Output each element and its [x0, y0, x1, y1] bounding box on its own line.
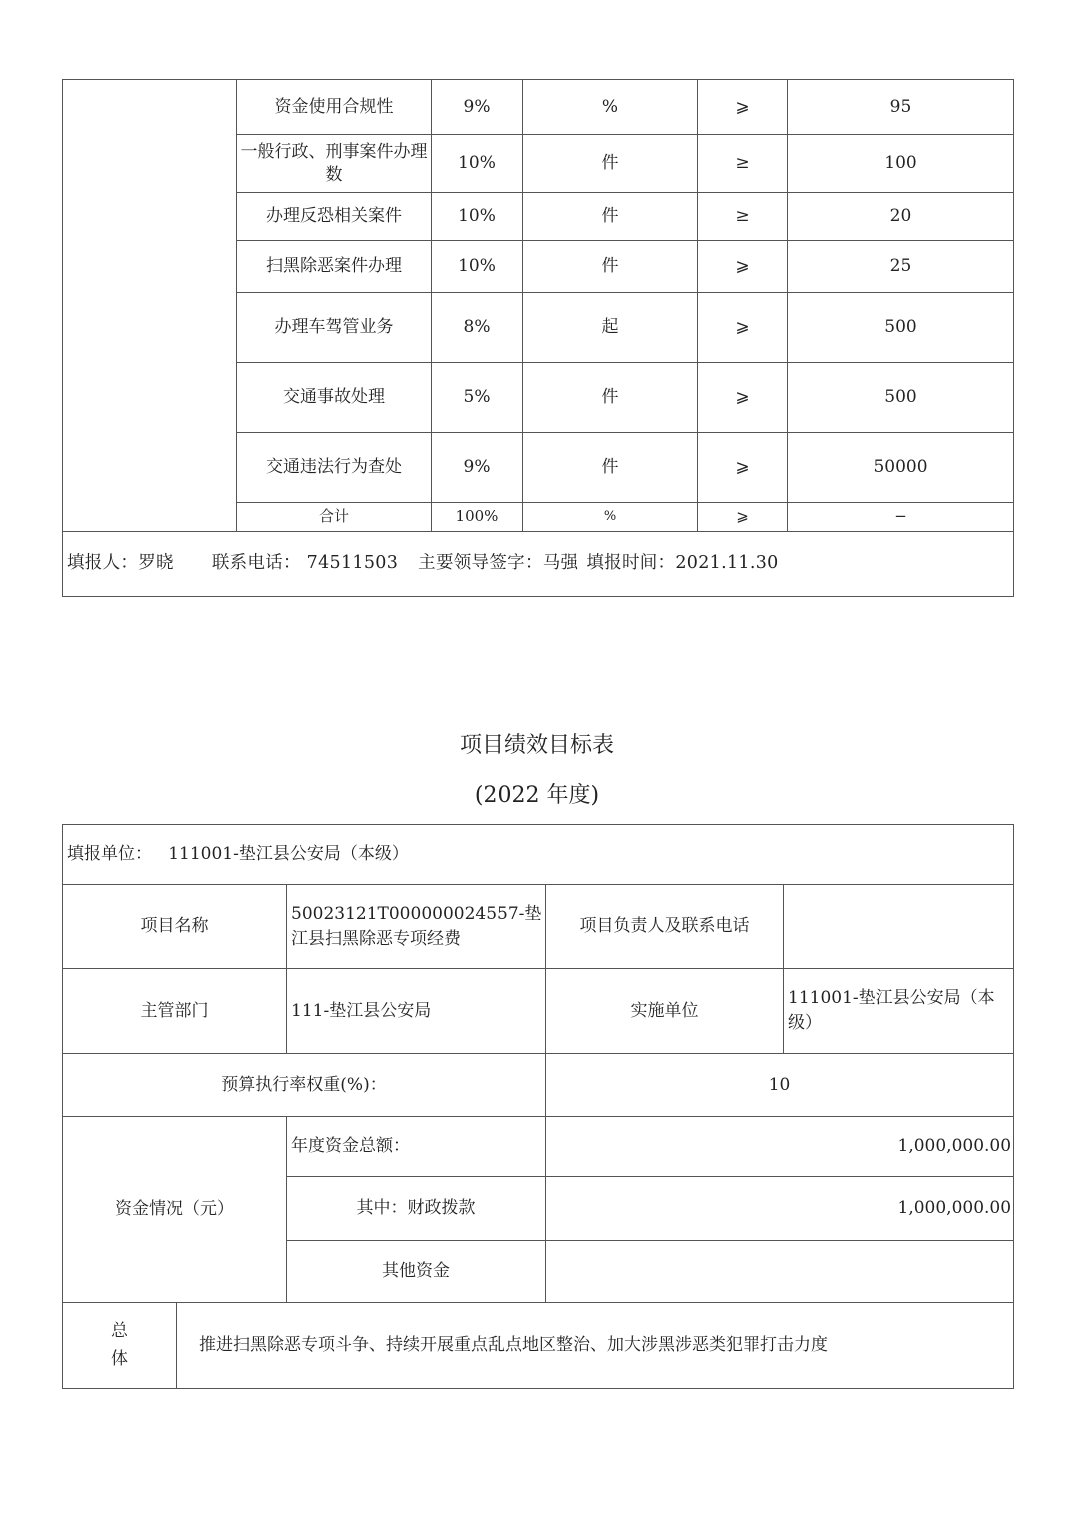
project-table [62, 824, 1014, 1389]
indicator-operator: ⩾ [698, 293, 788, 363]
indicator-weight: 9% [432, 80, 523, 135]
project-name-row [63, 885, 1014, 969]
owner-label: 项目负责人及联系电话 [546, 885, 784, 969]
indicator-name: 合计 [237, 503, 432, 532]
indicator-unit: % [523, 80, 698, 135]
project-name-value: 50023121T000000024557-垫江县扫黑除恶专项经费 [287, 885, 546, 969]
indicator-name: 一般行政、刑事案件办理数 [237, 135, 432, 193]
indicator-operator: ⩾ [698, 80, 788, 135]
indicator-operator: ≥ [698, 135, 788, 193]
fiscal-value: 1,000,000.00 [546, 1177, 1014, 1241]
funds-total-row [63, 1117, 1014, 1177]
indicator-unit: 件 [523, 193, 698, 241]
indicator-name: 交通事故处理 [237, 363, 432, 433]
indicator-weight: 10% [432, 193, 523, 241]
impl-label: 实施单位 [546, 969, 784, 1054]
indicator-unit: % [523, 503, 698, 532]
budget-weight-label: 预算执行率权重(%)： [63, 1054, 546, 1117]
indicator-operator: ⩾ [698, 363, 788, 433]
budget-weight-row [63, 1054, 1014, 1117]
table-row [63, 80, 1014, 135]
indicator-name: 资金使用合规性 [237, 80, 432, 135]
indicator-unit: 件 [523, 241, 698, 293]
reporter: 填报人：罗晓 [67, 553, 174, 574]
indicator-unit: 件 [523, 433, 698, 503]
fill-unit-row [63, 825, 1014, 885]
dept-label: 主管部门 [63, 969, 287, 1054]
indicator-value: 95 [788, 80, 1014, 135]
indicator-operator: ⩾ [698, 241, 788, 293]
overall-label-line: 总 [111, 1321, 128, 1342]
owner-value [784, 885, 1014, 969]
overall-row [63, 1303, 1014, 1389]
indicator-weight: 100% [432, 503, 523, 532]
indicator-operator: ≥ [698, 193, 788, 241]
fiscal-label: 其中：财政拨款 [287, 1177, 546, 1241]
indicator-value: 25 [788, 241, 1014, 293]
overall-value: 推进扫黑除恶专项斗争、持续开展重点乱点地区整治、加大涉黑涉恶类犯罪打击力度 [177, 1303, 1014, 1389]
indicator-value: 100 [788, 135, 1014, 193]
indicator-unit: 件 [523, 135, 698, 193]
footer-cell [63, 532, 1014, 597]
indicator-weight: 10% [432, 241, 523, 293]
indicator-unit: 件 [523, 363, 698, 433]
indicator-operator: ⩾ [698, 503, 788, 532]
indicator-unit: 起 [523, 293, 698, 363]
indicator-weight: 9% [432, 433, 523, 503]
dept-row [63, 969, 1014, 1054]
overall-label-line: 体 [111, 1348, 128, 1369]
indicator-weight: 5% [432, 363, 523, 433]
indicator-table [62, 79, 1014, 597]
other-value [546, 1241, 1014, 1303]
indicator-value: 50000 [788, 433, 1014, 503]
budget-weight-value: 10 [546, 1054, 1014, 1117]
indicator-name: 扫黑除恶案件办理 [237, 241, 432, 293]
funds-label: 资金情况（元） [63, 1117, 287, 1303]
indicator-name: 办理反恐相关案件 [237, 193, 432, 241]
indicator-name: 交通违法行为查处 [237, 433, 432, 503]
leader-signature: 主要领导签字：马强 [418, 553, 579, 574]
indicator-value: 500 [788, 363, 1014, 433]
category-cell [63, 80, 237, 532]
indicator-value: 20 [788, 193, 1014, 241]
total-label: 年度资金总额： [287, 1117, 546, 1177]
indicator-weight: 8% [432, 293, 523, 363]
footer-row [63, 532, 1014, 597]
total-value: 1,000,000.00 [546, 1117, 1014, 1177]
impl-value: 111001-垫江县公安局（本级） [784, 969, 1014, 1054]
project-name-label: 项目名称 [63, 885, 287, 969]
indicator-weight: 10% [432, 135, 523, 193]
other-label: 其他资金 [287, 1241, 546, 1303]
fill-unit: 填报单位： 111001-垫江县公安局（本级） [63, 825, 1014, 885]
page-subtitle: (2022 年度) [474, 783, 600, 808]
indicator-value: 500 [788, 293, 1014, 363]
dept-value: 111-垫江县公安局 [287, 969, 546, 1054]
contact-phone: 联系电话： 74511503 [211, 553, 399, 574]
report-date: 填报时间：2021.11.30 [586, 553, 779, 574]
indicator-name: 办理车驾管业务 [237, 293, 432, 363]
indicator-operator: ⩾ [698, 433, 788, 503]
indicator-value: − [788, 503, 1014, 532]
page-title: 项目绩效目标表 [459, 733, 614, 758]
overall-label [63, 1303, 177, 1389]
